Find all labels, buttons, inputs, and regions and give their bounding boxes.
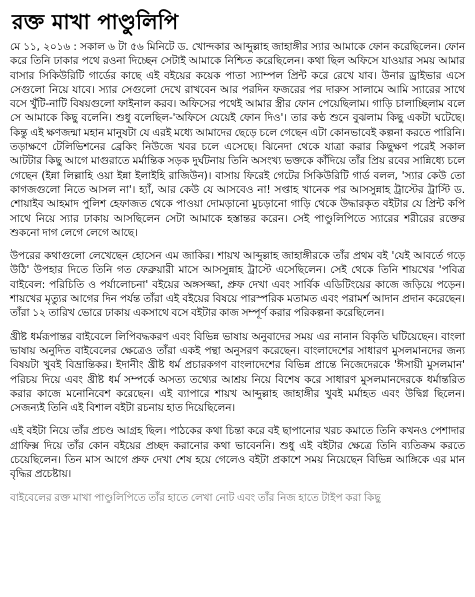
paragraph-1: মে ১১, ২০১৬ : সকাল ৬ টা ৫৬ মিনিটে ড. খোন্দকার আব্দুল্লাহ জাহাঙ্গীর স্যার আমাকে ফোন করেছিলেন। ফোন করে তিনি ঢাকার পথে রওনা দিচ্ছেন সেটাই আমাকে নিশ্চিত করেছিলেন। কথা ছিল অফিসে যাওয়ার সময় আমার বাসার সিকিউরিটি গার্ডের কাছে এই বইয়ের কয়েক পাতা স্যাম্পল প্রিন্ট করে রেখে যাব। উনার ড্রাইভার এসে সেগুলো নিয়ে যাবে। স্যার সেগুলো দেখে রাখবেন আর পরদিন ফজরের পর দারুস সালামে আমি স্যারের সাথে বসে খুঁটি-নাটি বিষয়গুলো ফাইনাল করব। অফিসের পথেই আমার স্ত্রীর ফোন পেয়েছিলাম। গাড়ি চালাচ্ছিলাম বলে সে আমাকে কিছু বলেনি। শুধু বলেছিল-'অফিসে যেয়েই ফোন দিও'। তার কণ্ঠ শুনে বুঝলাম কিছু একটা ঘটেছে। কিন্তু এই ক্ষণজন্মা মহান মানুষটা যে এরই মধ্যে আমাদের ছেড়ে চলে গেছেন এটা কোনভাবেই কল্পনা করতে পারিনি। তড়াক্ষণে টেলিভিশনের ব্রেকিং নিউজে খবর চলে এসেছে। ঝিনেদা থেকে যাত্রা করার কিছুক্ষণ পরেই সকাল আটটার কিছু আগে মাগুরাতে মর্মান্তিক সড়ক দুর্ঘটনায় তিনি অসংখ্য ভক্তকে কাঁদিয়ে তাঁর প্রিয় রবের সান্নিধ্যে চলে গেছেন (ইন্না লিল্লাহি ওয়া ইন্না ইলাইহি রাজিউন)। বাসায় ফিরেই গেটের সিকিউরিটি গার্ড বলল, 'স্যার কেউ তো কাগজগুলো নিতে আসল না'। হ্যাঁ, আর কেউ যে আসবেও না! সপ্তাহ খানেক পর আসসুন্নাহ ট্রাস্টের ট্রাস্টি ড. শোয়াইব আহমাদ পুলিশ হেফাজত থেকে পাওয়া দোমড়ানো মুচড়ানো গাড়ি থেকে উদ্ধারকৃত বইটার যে প্রিন্ট কপি সাথে নিয়ে স্যার ঢাকায় আসছিলেন সেটা আমাকে হস্তান্তর করেন। সেই পাণ্ডুলিপিতে স্যারের শরীরের রক্তের শুকনো দাগ লেগে লেগে আছে। (10, 41, 465, 239)
paragraph-4: এই বইটা নিয়ে তাঁর প্রচণ্ড আগ্রহ ছিল। পাঠকের কথা চিন্তা করে বই ছাপানোর খরচ কমাতে তিনি কখনও পেশাদার গ্রাফিক্স দিয়ে তাঁর কোন বইয়ের প্রচ্ছদ করানোর কথা ভাবেননি। শুধু এই বইটার ক্ষেত্রে তিনি ব্যতিক্রম করতে চেয়েছিলেন। তিন মাস আগে প্রুফ দেখা শেষ হয়ে গেলেও বইটা প্রকাশে সময় নিয়েছেন বিভিন্ন আঙ্গিকে এর মান বৃদ্ধির প্রচেষ্টায়। (10, 425, 465, 481)
document-title: রক্ত মাখা পাণ্ডুলিপি (12, 10, 179, 34)
paragraph-2: উপরের কথাগুলো লেখেছেন হোসেন এম জাকির। শায়খ আব্দুল্লাহ জাহাঙ্গীরকে তাঁর প্রথম বই 'যেই আবর্তে গড়ে উঠি' উপহার দিতে তিনি গত ফেব্রুয়ারী মাসে আসসুন্নাহ ট্রাস্টে এসেছিলেন। সেই থেকে তিনি শায়খের 'পবিত্র বাইবেল: পরিচিতি ও পর্যালোচনা' বইয়ের অঙ্গসজ্জা, প্রুফ দেখা এবং সার্বিক এডিটিংয়ের কাজে জড়িয়ে পড়েন। শায়খের মৃত্যুর আগের দিন পর্যন্ত তাঁরা এই বইয়ের বিষয়ে পারস্পরিক মতামত এবং পরামর্শ আদান প্রদান করেছেন। তাঁরা ১২ তারিখ ভোরে ঢাকায় একসাথে বসে বইটার কাজ সম্পূর্ণ করার পরিকল্পনা করেছিলেন। (10, 250, 465, 320)
paragraph-3: খ্রীষ্ট ধর্মরূপান্তর বাইবেলে লিপিবদ্ধকরণ এবং বিভিন্ন ভাষায় অনুবাদের সময় এর নানান বিকৃতি ঘটিয়েছেন। বাংলা ভাষায় অনুদিত বাইবেলের ক্ষেত্রেও তাঁরা একই পন্থা অনুসরণ করেছেন। বাংলাদেশের সাধারণ মুসলমানদের জন্য বিষয়টা খুবই বিভ্রান্তিকর। ইদানীং খ্রীষ্ট ধর্ম প্রচারকগণ বাংলাদেশের বিভিন্ন প্রান্তে নিজেদেরকে 'ঈসায়ী মুসলমান' পরিচয় দিয়ে এবং খ্রীষ্ট ধর্ম সম্পর্কে অসত্য তথ্যের আশ্রয় নিয়ে বিশেষ করে সাধারণ মুসলমানদেরকে ধর্মান্তরিত করার কাজে মনোনিবেশ করেছেন। এই ব্যাপারে শায়খ আব্দুল্লাহ জাহাঙ্গীর খুবই মর্মাহত এবং উদ্বিগ্ন ছিলেন। সেজন্যই তিনি এই বিশাল বইটা রচনায় হাত দিয়েছিলেন। (10, 330, 465, 415)
paragraph-5-partial: বাইবেলের রক্ত মাখা পাণ্ডুলিপিতে তাঁর হাতে লেখা নোট এবং তাঁর নিজ হাতে টাইপ করা কিছু (10, 491, 381, 503)
